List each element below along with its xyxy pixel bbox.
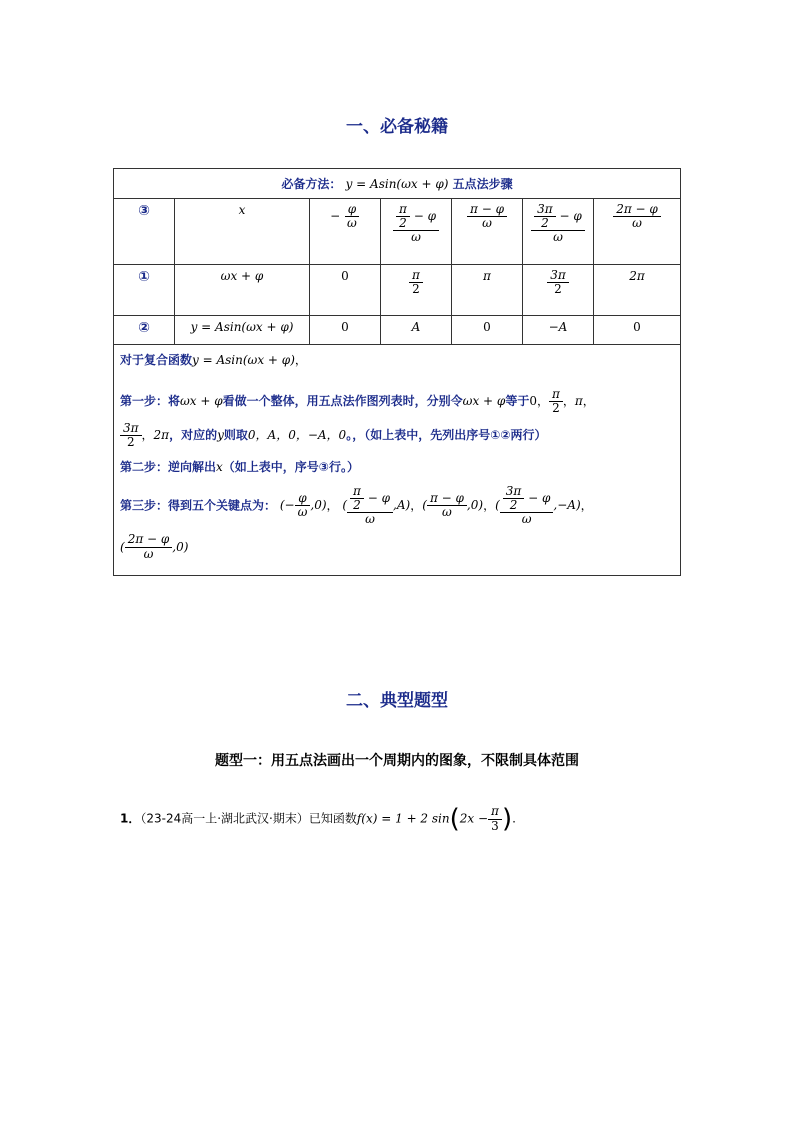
row2-cell-1: 0 xyxy=(310,316,381,345)
table-title: 必备方法： y = Asin(ωx + φ) 五点法步骤 xyxy=(114,169,681,199)
row3-cell-3: $\frac{\pi - \varphi}{\omega}$ xyxy=(452,199,523,265)
row3-cell-4: $\frac{3\pi}{2}$ − φ ω xyxy=(523,199,594,265)
row1-label: ωx + φ xyxy=(175,265,310,316)
row2-label: y = Asin(ωx + φ) xyxy=(175,316,310,345)
row2-cell-5: 0 xyxy=(594,316,681,345)
row2-cell-2: A xyxy=(381,316,452,345)
table-notes: 对于复合函数y = Asin(ωx + φ)， 第一步：将ωx + φ看做一个整体，用五点法作图列表时，分别令ωx + φ等于0， $\frac{\pi}{2}$ ，π， $\frac{3\pi}{2}$ ，2π，对应的y则取0，A，0，−A，0。，（如上表中，先列出序号①②两行） 第二步：逆向解出x（如上表中，序号③行。） 第三步：得到五个关键点为： (− $\frac{\varphi}{\omega}$ ,0)， ( $\frac{\pi}{2}$ − φ ω ,A)，( $\frac{\pi - \varphi}{\omega}$ ,0)，( $\frac{3\pi}{2}$ − φ ω ,−A)， ( $\frac{2\pi - \varphi}{\omega}$ ,0) xyxy=(114,345,681,576)
row1-cell-5: 2π xyxy=(594,265,681,316)
section-heading-1: 一、必备秘籍 xyxy=(346,117,448,137)
row3-cell-2: $\frac{\pi}{2}$ − φ ω xyxy=(381,199,452,265)
key-points: 第三步：得到五个关键点为： (− $\frac{\varphi}{\omega}$ ,0)， ( $\frac{\pi}{2}$ − φ ω ,A)，( $\frac{\pi - \varphi}{\omega}$ ,0)，( $\frac{3\pi}{2}$ − φ ω ,−A)， xyxy=(120,484,593,527)
question-type-heading: 题型一：用五点法画出一个周期内的图象，不限制具体范围 xyxy=(215,753,579,769)
row3-cell-1: − $\frac{\varphi}{\omega}$ xyxy=(310,199,381,265)
row2-marker: ② xyxy=(114,316,175,345)
row3-cell-5: $\frac{2\pi - \varphi}{\omega}$ xyxy=(594,199,681,265)
row1-cell-4: $\frac{3\pi}{2}$ xyxy=(523,265,594,316)
row1-cell-1: 0 xyxy=(310,265,381,316)
row3-label: x xyxy=(175,199,310,265)
row2-cell-4: −A xyxy=(523,316,594,345)
question-1: 1．（23-24高一上·湖北武汉·期末）已知函数f(x) = 1 + 2 sin(2x − $\frac{\pi}{3}$ ). xyxy=(120,804,516,834)
section-heading-2: 二、典型题型 xyxy=(346,691,448,711)
row1-cell-3: π xyxy=(452,265,523,316)
row1-marker: ① xyxy=(114,265,175,316)
row3-marker: ③ xyxy=(114,199,175,265)
row2-cell-3: 0 xyxy=(452,316,523,345)
five-point-table xyxy=(113,168,681,576)
row1-cell-2: $\frac{\pi}{2}$ xyxy=(381,265,452,316)
